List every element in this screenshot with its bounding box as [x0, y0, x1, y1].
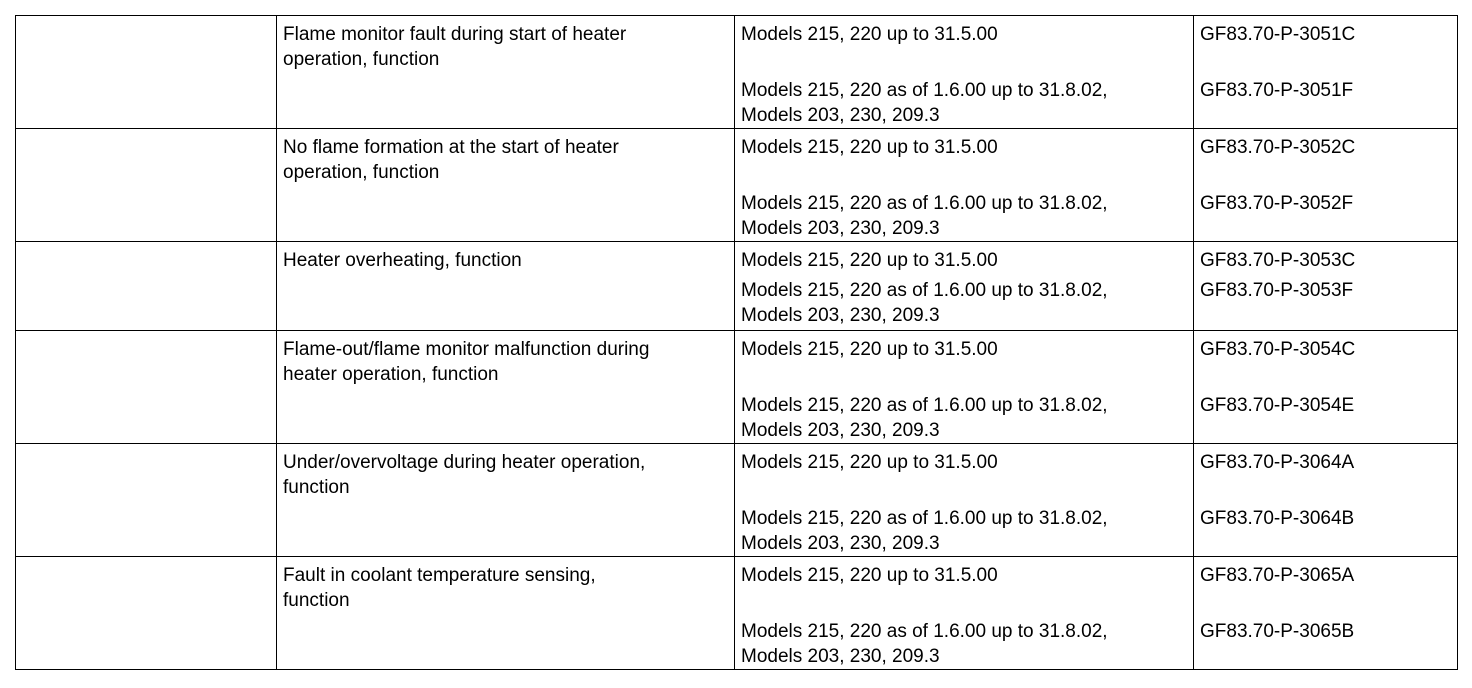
models-line: Models 215, 220 up to 31.5.00 [741, 565, 998, 586]
function-description-cell [277, 331, 735, 444]
document-number-entry [1200, 450, 1451, 475]
models-line: Models 215, 220 as of 1.6.00 up to 31.8.02, [741, 395, 1108, 416]
models-entry [741, 506, 1187, 556]
models-line: Models 215, 220 up to 31.5.00 [741, 24, 998, 45]
models-cell [735, 16, 1194, 129]
document-number: GF83.70-P-3054C [1200, 339, 1356, 360]
spacer [1200, 418, 1451, 443]
models-entry [741, 278, 1187, 328]
models-line: Models 215, 220 as of 1.6.00 up to 31.8.02, [741, 508, 1108, 529]
models-entry [741, 563, 1187, 588]
models-line: Models 215, 220 up to 31.5.00 [741, 250, 998, 271]
models-entry [741, 135, 1187, 160]
document-number-entry [1200, 619, 1451, 669]
document-number-cell [1194, 16, 1458, 129]
spacer [1200, 531, 1451, 556]
function-description-cell [277, 16, 735, 129]
document-table-body [16, 16, 1458, 670]
table-row [16, 16, 1458, 129]
table-row [16, 129, 1458, 242]
models-entry [741, 337, 1187, 362]
models-line: Models 215, 220 up to 31.5.00 [741, 339, 998, 360]
document-number-entry [1200, 563, 1451, 588]
description-line: Fault in coolant temperature sensing, [283, 565, 596, 586]
function-description [277, 129, 734, 185]
models-line: Models 215, 220 up to 31.5.00 [741, 452, 998, 473]
function-description [277, 557, 734, 613]
models-entry [741, 248, 1187, 273]
document-number: GF83.70-P-3065A [1200, 565, 1355, 586]
models-cell [735, 444, 1194, 557]
document-number: GF83.70-P-3053F [1200, 280, 1354, 301]
models-line: Models 203, 230, 209.3 [741, 646, 940, 667]
table-row [16, 557, 1458, 670]
document-number-entry [1200, 393, 1451, 443]
function-description-cell [277, 129, 735, 242]
function-description [277, 16, 734, 72]
function-description-cell [277, 444, 735, 557]
models-cell [735, 331, 1194, 444]
document-number-cell [1194, 444, 1458, 557]
document-number-cell [1194, 557, 1458, 670]
document-number-entry [1200, 248, 1451, 273]
empty-cell [16, 444, 277, 557]
models-line: Models 215, 220 as of 1.6.00 up to 31.8.02, [741, 193, 1108, 214]
spacer [1200, 644, 1451, 669]
description-line: operation, function [283, 162, 440, 183]
models-entry [741, 619, 1187, 669]
spacer [1200, 103, 1451, 128]
document-number-entry [1200, 278, 1451, 328]
function-description [277, 242, 734, 273]
spacer [1200, 216, 1451, 241]
table-row [16, 242, 1458, 331]
models-line: Models 203, 230, 209.3 [741, 533, 940, 554]
models-entry [741, 191, 1187, 241]
models-line: Models 203, 230, 209.3 [741, 305, 940, 326]
document-table [15, 15, 1458, 670]
models-line: Models 203, 230, 209.3 [741, 105, 940, 126]
models-cell [735, 129, 1194, 242]
models-cell [735, 557, 1194, 670]
table-row [16, 331, 1458, 444]
models-cell [735, 242, 1194, 331]
empty-cell [16, 129, 277, 242]
description-line: heater operation, function [283, 364, 499, 385]
document-number: GF83.70-P-3064A [1200, 452, 1355, 473]
document-number-cell [1194, 331, 1458, 444]
document-number: GF83.70-P-3053C [1200, 250, 1356, 271]
description-line: Flame-out/flame monitor malfunction during [283, 339, 650, 360]
document-number: GF83.70-P-3054E [1200, 395, 1355, 416]
description-line: Heater overheating, function [283, 250, 522, 271]
document-number-entry [1200, 135, 1451, 160]
function-description-cell [277, 557, 735, 670]
document-number: GF83.70-P-3052F [1200, 193, 1354, 214]
models-line: Models 203, 230, 209.3 [741, 218, 940, 239]
document-number: GF83.70-P-3065B [1200, 621, 1355, 642]
models-entry [741, 22, 1187, 47]
description-line: function [283, 590, 350, 611]
empty-cell [16, 16, 277, 129]
description-line: Flame monitor fault during start of heater [283, 24, 627, 45]
models-entry [741, 450, 1187, 475]
document-number: GF83.70-P-3051C [1200, 24, 1356, 45]
description-line: Under/overvoltage during heater operation, [283, 452, 646, 473]
description-line: operation, function [283, 49, 440, 70]
document-number-cell [1194, 129, 1458, 242]
empty-cell [16, 242, 277, 331]
document-number-entry [1200, 78, 1451, 128]
models-line: Models 215, 220 as of 1.6.00 up to 31.8.02, [741, 80, 1108, 101]
spacer [1200, 303, 1451, 328]
models-line: Models 215, 220 as of 1.6.00 up to 31.8.02, [741, 280, 1108, 301]
description-line: function [283, 477, 350, 498]
models-entry [741, 393, 1187, 443]
document-number-entry [1200, 506, 1451, 556]
document-number: GF83.70-P-3052C [1200, 137, 1356, 158]
models-entry [741, 78, 1187, 128]
models-line: Models 215, 220 up to 31.5.00 [741, 137, 998, 158]
document-number: GF83.70-P-3051F [1200, 80, 1354, 101]
document-number-entry [1200, 337, 1451, 362]
document-number: GF83.70-P-3064B [1200, 508, 1355, 529]
table-row [16, 444, 1458, 557]
function-description [277, 444, 734, 500]
models-line: Models 203, 230, 209.3 [741, 420, 940, 441]
description-line: No flame formation at the start of heater [283, 137, 619, 158]
document-number-cell [1194, 242, 1458, 331]
empty-cell [16, 557, 277, 670]
function-description-cell [277, 242, 735, 331]
document-number-entry [1200, 22, 1451, 47]
empty-cell [16, 331, 277, 444]
document-number-entry [1200, 191, 1451, 241]
models-line: Models 215, 220 as of 1.6.00 up to 31.8.02, [741, 621, 1108, 642]
function-description [277, 331, 734, 387]
